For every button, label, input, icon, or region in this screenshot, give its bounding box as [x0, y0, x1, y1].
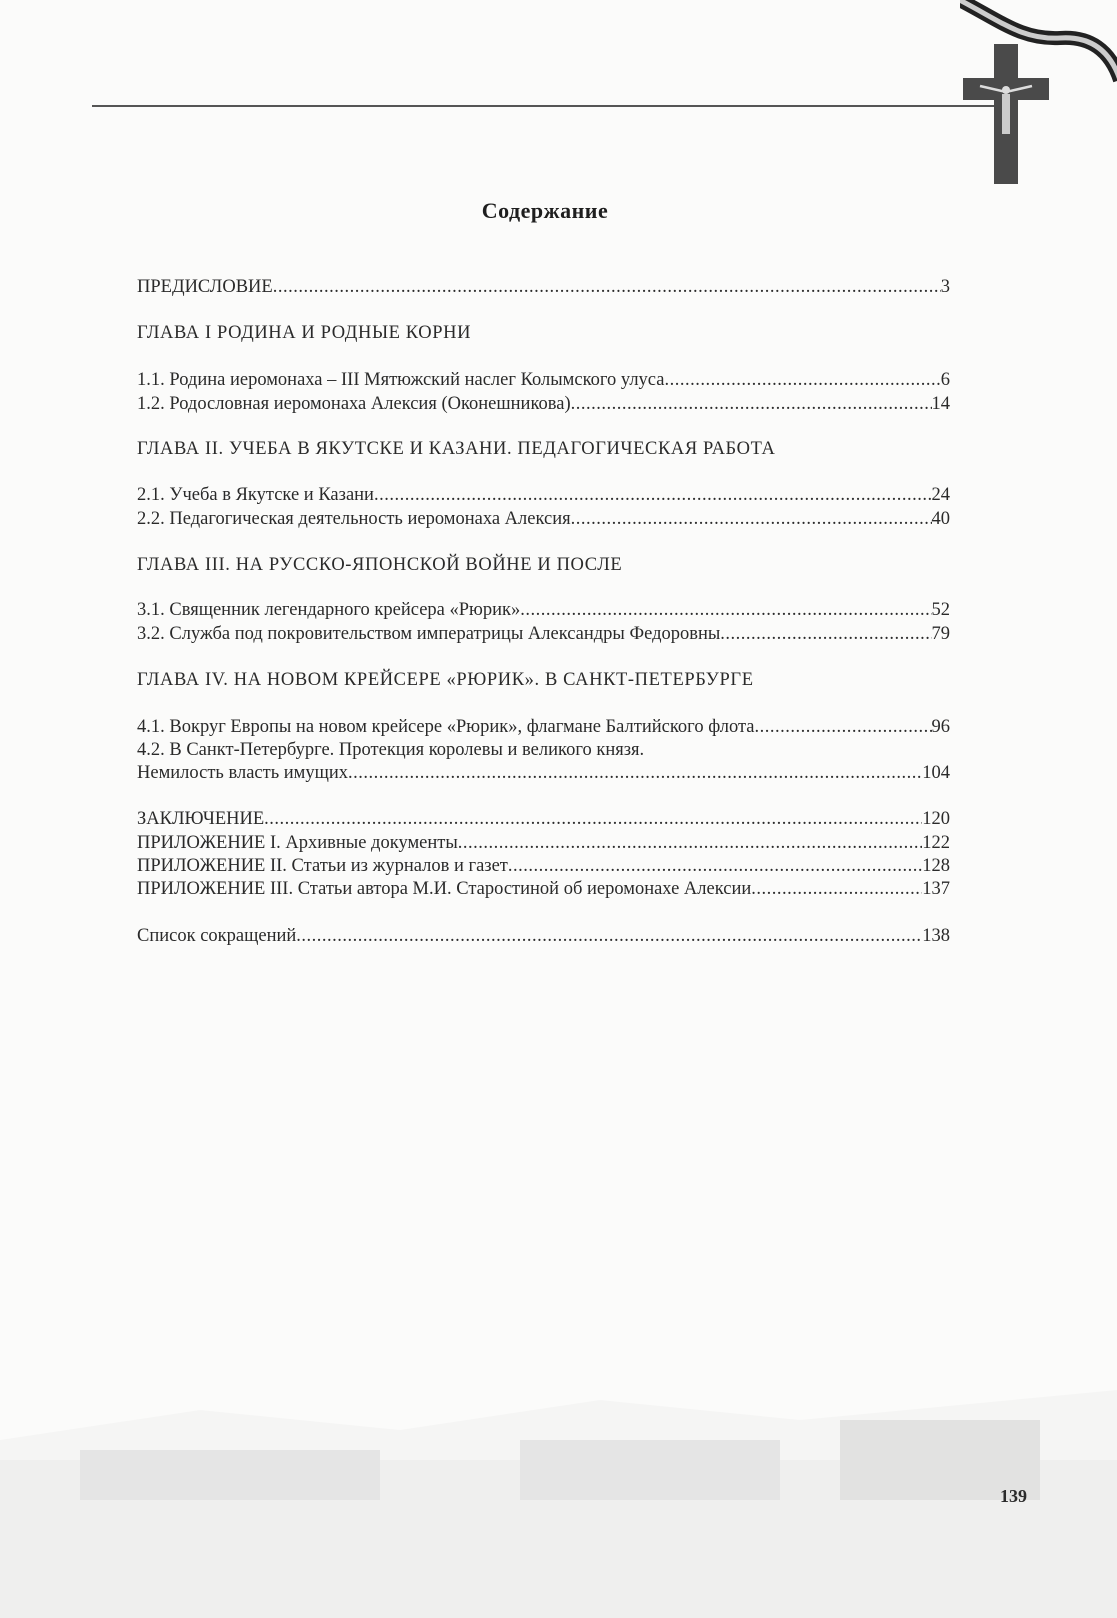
- toc-entry-title: 3.2. Служба под покровительством императрицы Александры Федоровны: [137, 624, 721, 644]
- toc-entry-title: 2.2. Педагогическая деятельность иеромонаха Алексия: [137, 509, 571, 529]
- toc-entry-title: 3.1. Священник легендарного крейсера «Рюрик»: [137, 600, 521, 620]
- toc-chapter-heading: ГЛАВА IV. НА НОВОМ КРЕЙСЕРЕ «РЮРИК». В САНКТ-ПЕТЕРБУРГЕ: [137, 670, 754, 690]
- header-rule: [92, 105, 1004, 107]
- toc-entry: [137, 623, 950, 645]
- toc-entry-page: 128: [922, 856, 950, 876]
- toc-entry: [137, 484, 950, 506]
- toc-entry: [137, 369, 950, 391]
- toc-entry-page: 6: [940, 370, 950, 390]
- page-title: Содержание: [481, 198, 609, 223]
- toc-chapter-heading: ГЛАВА III. НА РУССКО-ЯПОНСКОЙ ВОЙНЕ И ПОСЛЕ: [137, 555, 623, 575]
- toc-entry: [137, 878, 950, 900]
- dot-leader: [273, 276, 941, 298]
- dot-leader: [720, 623, 931, 645]
- toc-entry-title: ПРИЛОЖЕНИЕ II. Статьи из журналов и газет: [137, 856, 508, 876]
- toc-entry-page: 122: [922, 833, 950, 853]
- dot-leader: [296, 925, 922, 947]
- dot-leader: [374, 484, 932, 506]
- toc-entry-title: 1.1. Родина иеромонаха – III Мятюжский наслег Колымского улуса: [137, 370, 665, 390]
- toc-entry-page: 79: [931, 624, 950, 644]
- toc-entry-title: ПРИЛОЖЕНИЕ I. Архивные документы: [137, 833, 458, 853]
- toc-entry-title: ПРИЛОЖЕНИЕ III. Статьи автора М.И. Старостиной об иеромонахе Алексии: [137, 879, 752, 899]
- toc-entry-title: ПРЕДИСЛОВИЕ: [137, 277, 273, 297]
- toc-entry-title: 1.2. Родословная иеромонаха Алексия (Оконешникова): [137, 394, 571, 414]
- toc-entry-page: 120: [922, 809, 950, 829]
- toc-entry-page: 137: [922, 879, 950, 899]
- toc-entry-page: 40: [931, 509, 950, 529]
- toc-entry-page: 52: [931, 600, 950, 620]
- dot-leader: [754, 716, 931, 738]
- dot-leader: [508, 855, 922, 877]
- dot-leader: [458, 832, 922, 854]
- toc-entry-title: ЗАКЛЮЧЕНИЕ: [137, 809, 265, 829]
- dot-leader: [520, 599, 931, 621]
- toc-chapter-heading: ГЛАВА I РОДИНА И РОДНЫЕ КОРНИ: [137, 323, 472, 343]
- toc-entry: [137, 808, 950, 830]
- dot-leader: [571, 393, 932, 415]
- toc-entry-title: 2.1. Учеба в Якутске и Казани: [137, 485, 374, 505]
- toc-entry-page: 104: [922, 763, 950, 783]
- dot-leader: [571, 508, 932, 530]
- toc-entry-title: Список сокращений: [137, 926, 297, 946]
- dot-leader: [348, 762, 922, 784]
- toc-entry: [137, 599, 950, 621]
- toc-entry: [137, 393, 950, 415]
- toc-entry-title: Немилость власть имущих: [137, 763, 349, 783]
- toc-entry-page: 138: [922, 926, 950, 946]
- toc-entry-page: 24: [931, 485, 950, 505]
- toc-entry: [137, 716, 950, 738]
- toc-entry: [137, 276, 950, 298]
- ships-background-image: [0, 1380, 1117, 1618]
- toc-entry: [137, 762, 950, 784]
- toc-entry: [137, 832, 950, 854]
- toc-entry: [137, 925, 950, 947]
- crucifix-icon: [960, 0, 1117, 200]
- dot-leader: [664, 369, 940, 391]
- toc-entry-page: 3: [940, 277, 950, 297]
- toc-chapter-heading: ГЛАВА II. УЧЕБА В ЯКУТСКЕ И КАЗАНИ. ПЕДАГОГИЧЕСКАЯ РАБОТА: [137, 439, 776, 459]
- page-number: 139: [1000, 1486, 1027, 1506]
- toc-entry-title: 4.1. Вокруг Европы на новом крейсере «Рюрик», флагмане Балтийского флота: [137, 717, 755, 737]
- toc-entry-page: 96: [931, 717, 950, 737]
- toc-entry: [137, 855, 950, 877]
- dot-leader: [264, 808, 922, 830]
- dot-leader: [751, 878, 922, 900]
- toc-entry: [137, 508, 950, 530]
- toc-entry-title: 4.2. В Санкт-Петербурге. Протекция королевы и великого князя.: [137, 740, 645, 760]
- toc-entry-page: 14: [931, 394, 950, 414]
